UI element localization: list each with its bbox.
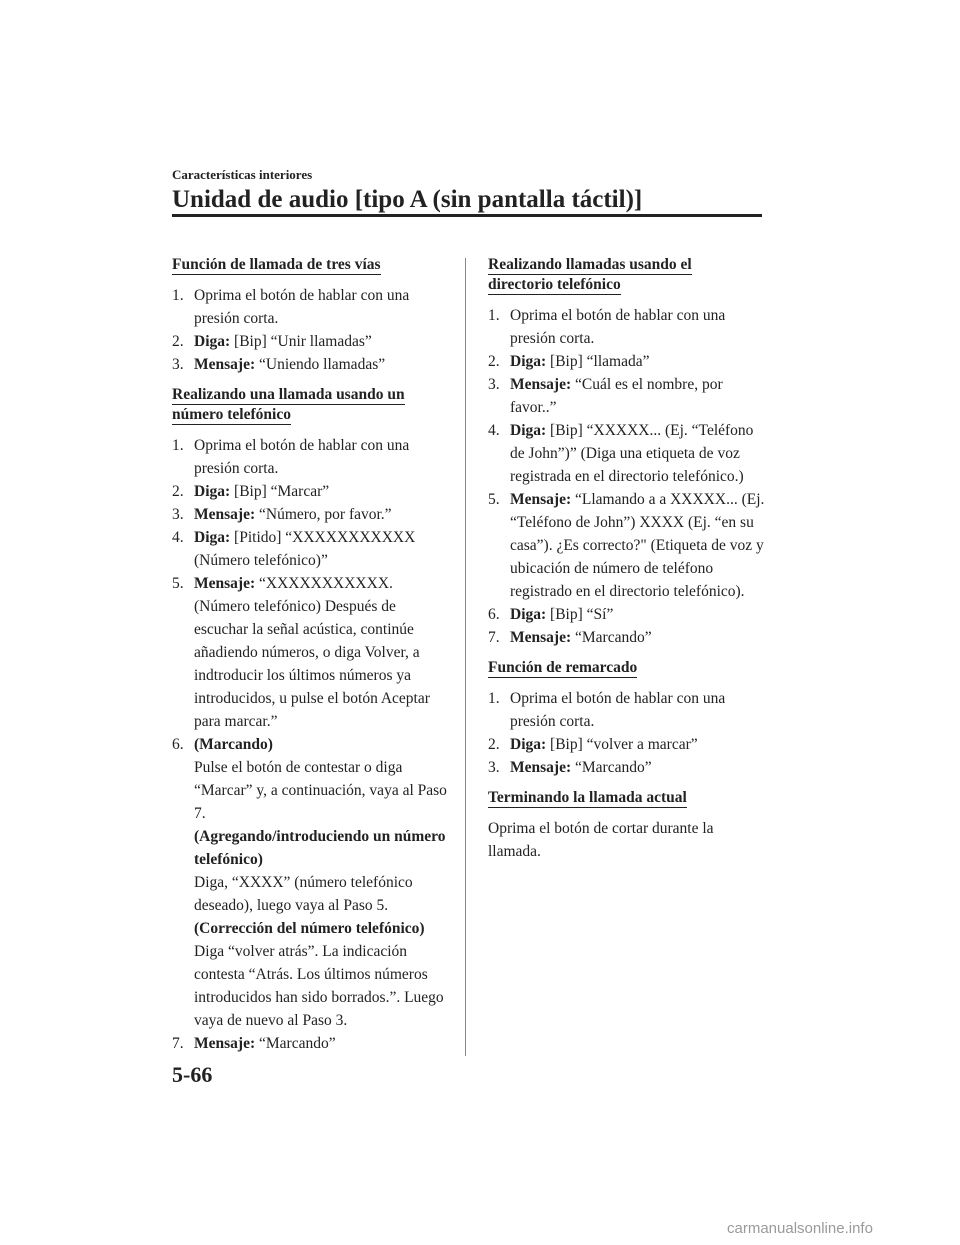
step-number: 2.	[488, 353, 500, 370]
step-text: [Bip] “llamada”	[550, 353, 650, 370]
step-text: Oprima el botón de hablar con una presión corta.	[194, 437, 410, 477]
step-label: Mensaje:	[510, 376, 572, 393]
step-text: Oprima el botón de hablar con una presión corta.	[510, 307, 726, 347]
step-number: 3.	[488, 759, 500, 776]
list-item	[172, 503, 447, 526]
list-item	[488, 756, 768, 779]
list-item	[488, 687, 768, 733]
page-number: 5-66	[172, 1062, 213, 1087]
step-label: Diga:	[510, 736, 547, 753]
step-number: 1.	[172, 287, 184, 304]
steps-list	[172, 284, 447, 376]
steps-list	[172, 434, 447, 1055]
step-number: 4.	[488, 422, 500, 439]
step-text: “Marcando”	[575, 629, 652, 646]
step-label: Mensaje:	[510, 759, 572, 776]
list-item	[488, 603, 768, 626]
step-label: Mensaje:	[194, 506, 256, 523]
list-item	[172, 1032, 447, 1055]
step-label: Diga:	[510, 353, 547, 370]
step-number: 6.	[488, 606, 500, 623]
list-item	[488, 626, 768, 649]
list-item	[488, 488, 768, 603]
step-number: 7.	[172, 1035, 184, 1052]
step-number: 2.	[488, 736, 500, 753]
step-number: 4.	[172, 529, 184, 546]
list-item	[172, 353, 447, 376]
list-item	[172, 434, 447, 480]
step-label: Diga:	[510, 422, 547, 439]
list-item	[172, 733, 447, 1032]
left-column	[172, 255, 447, 1064]
watermark: carmanualsonline.info	[727, 1220, 873, 1237]
step-text: [Bip] “XXXXX... (Ej. “Teléfono de John”)” (Diga una etiqueta de voz registrada en el directorio telefónico.)	[510, 422, 754, 485]
list-item	[172, 330, 447, 353]
step-text: [Bip] “Unir llamadas”	[234, 333, 372, 350]
step-text: Diga, “XXXX” (número telefónico deseado), luego vaya al Paso 5.	[194, 874, 413, 914]
step-label: Mensaje:	[510, 629, 572, 646]
page-title: Unidad de audio [tipo A (sin pantalla táctil)]	[172, 186, 643, 213]
title-rule	[172, 214, 762, 217]
step-number: 5.	[172, 575, 184, 592]
steps-list	[488, 304, 768, 649]
list-item	[172, 572, 447, 733]
section-call-by-number	[172, 385, 447, 1055]
step-number: 2.	[172, 483, 184, 500]
step-number: 3.	[488, 376, 500, 393]
step-text: Pulse el botón de contestar o diga “Marcar” y, a continuación, vaya al Paso 7.	[194, 759, 447, 822]
step-number: 5.	[488, 491, 500, 508]
step-text: [Bip] “Sí”	[550, 606, 614, 623]
list-item	[488, 350, 768, 373]
step-label: Mensaje:	[194, 1035, 256, 1052]
column-divider	[465, 258, 466, 1056]
list-item	[488, 304, 768, 350]
step-text: “Marcando”	[259, 1035, 336, 1052]
step-label: Mensaje:	[194, 575, 256, 592]
section-end-call	[488, 788, 768, 863]
step-text: [Bip] “Marcar”	[234, 483, 330, 500]
step-text: “XXXXXXXXXXX. (Número telefónico) Después de escuchar la señal acústica, continúe añadiendo números, o diga Volver, a indtroducir los últimos números ya introducidos, u pulse el botón Aceptar para marcar.”	[194, 575, 430, 730]
list-item	[488, 733, 768, 756]
list-item	[172, 480, 447, 503]
list-item	[172, 526, 447, 572]
step-number: 3.	[172, 356, 184, 373]
step-label: Diga:	[510, 606, 547, 623]
section-heading: Realizando llamadas usando el directorio telefónico	[488, 256, 692, 293]
step-text: “Cuál es el nombre, por favor..”	[510, 376, 723, 416]
step-label: Mensaje:	[510, 491, 572, 508]
right-column	[488, 255, 768, 863]
step-label: Diga:	[194, 529, 231, 546]
step-label: Diga:	[194, 483, 231, 500]
step-label: (Marcando)	[194, 736, 273, 753]
step-subheading: (Corrección del número telefónico)	[194, 920, 425, 937]
section-redial	[488, 658, 768, 779]
step-label: Mensaje:	[194, 356, 256, 373]
step-number: 2.	[172, 333, 184, 350]
section-heading: Terminando la llamada actual	[488, 789, 687, 806]
step-text: “Número, por favor.”	[259, 506, 392, 523]
section-call-by-phonebook	[488, 255, 768, 649]
list-item	[488, 373, 768, 419]
list-item	[172, 284, 447, 330]
step-number: 6.	[172, 736, 184, 753]
step-number: 3.	[172, 506, 184, 523]
step-number: 1.	[488, 307, 500, 324]
step-text: [Bip] “volver a marcar”	[550, 736, 698, 753]
step-number: 1.	[172, 437, 184, 454]
step-text: “Marcando”	[575, 759, 652, 776]
step-text: Oprima el botón de hablar con una presión corta.	[510, 690, 726, 730]
section-three-way-call	[172, 255, 447, 376]
step-text: [Pitido] “XXXXXXXXXXX (Número telefónico)”	[194, 529, 416, 569]
step-label: Diga:	[194, 333, 231, 350]
step-text: Oprima el botón de hablar con una presión corta.	[194, 287, 410, 327]
step-text: “Llamando a a XXXXX... (Ej. “Teléfono de John”) XXXX (Ej. “en su casa”). ¿Es correcto?" (Etiqueta de voz y ubicación de número de teléfono registrado en el directorio telefónico).	[510, 491, 765, 600]
paragraph: Oprima el botón de cortar durante la llamada.	[488, 820, 714, 860]
step-number: 7.	[488, 629, 500, 646]
step-text: “Uniendo llamadas”	[259, 356, 386, 373]
section-heading: Realizando una llamada usando un número telefónico	[172, 386, 405, 423]
step-subheading: (Agregando/introduciendo un número telefónico)	[194, 828, 446, 868]
list-item	[488, 419, 768, 488]
section-heading: Función de remarcado	[488, 659, 638, 676]
steps-list	[488, 687, 768, 779]
chapter-label: Características interiores	[172, 167, 313, 182]
step-text: Diga “volver atrás”. La indicación contesta “Atrás. Los últimos números introducidos han sido borrados.”. Luego vaya de nuevo al Paso 3.	[194, 943, 444, 1029]
section-heading: Función de llamada de tres vías	[172, 256, 381, 273]
step-number: 1.	[488, 690, 500, 707]
